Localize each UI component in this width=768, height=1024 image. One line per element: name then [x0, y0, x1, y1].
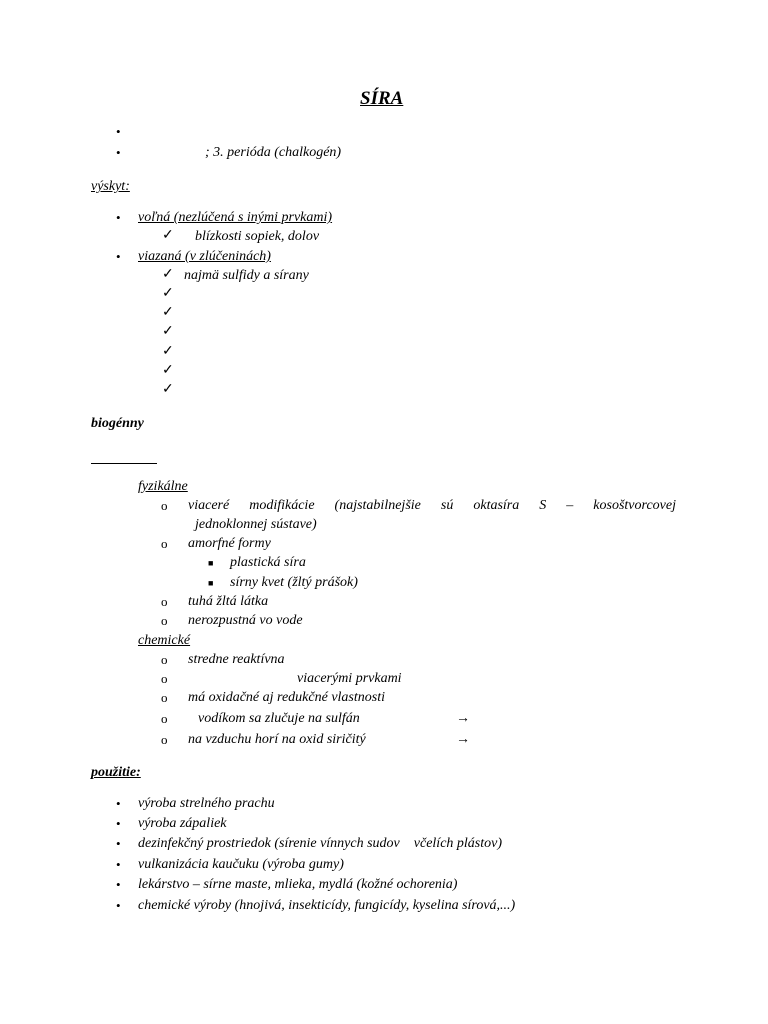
- word: sú: [440, 498, 454, 513]
- bullet-icon: •: [116, 816, 121, 831]
- physical-amorphous-item: sírny kvet (žltý prášok): [230, 575, 358, 590]
- circle-bullet-icon: o: [161, 536, 168, 551]
- word: (najstabilnejšie: [334, 498, 421, 513]
- circle-bullet-icon: o: [161, 690, 168, 705]
- reaction-arrow-icon: →: [456, 711, 470, 726]
- bullet-icon: •: [116, 124, 121, 139]
- blank-heading-rule: [91, 463, 157, 464]
- check-icon: ✓: [162, 267, 174, 282]
- bullet-icon: •: [116, 796, 121, 811]
- circle-bullet-icon: o: [161, 711, 168, 726]
- square-bullet-icon: ■: [208, 578, 214, 588]
- word: kosoštvorcovej: [593, 498, 676, 513]
- section-heading-vyskyt: výskyt:: [91, 179, 130, 194]
- check-icon: ✓: [162, 382, 174, 397]
- bullet-icon: •: [116, 249, 121, 264]
- check-icon: ✓: [162, 344, 174, 359]
- circle-bullet-icon: o: [161, 652, 168, 667]
- pouzitie-item: výroba strelného prachu: [138, 796, 275, 811]
- square-bullet-icon: ■: [208, 558, 214, 568]
- chemical-item: viacerými prvkami: [297, 671, 402, 686]
- check-icon: ✓: [162, 305, 174, 320]
- circle-bullet-icon: o: [161, 594, 168, 609]
- circle-bullet-icon: o: [161, 498, 168, 513]
- vyskyt-free-item: blízkosti sopiek, dolov: [195, 229, 320, 244]
- word: S: [539, 498, 547, 513]
- check-icon: ✓: [162, 228, 174, 243]
- vyskyt-free-label: voľná (nezlúčená s inými prvkami): [138, 210, 333, 225]
- word: viaceré: [188, 498, 230, 513]
- physical-amorphous: amorfné formy: [188, 536, 271, 551]
- word: oktasíra: [473, 498, 520, 513]
- check-icon: ✓: [162, 324, 174, 339]
- vyskyt-bound-item: najmä sulfidy a sírany: [184, 268, 309, 283]
- pouzitie-item: vulkanizácia kaučuku (výroba gumy): [138, 857, 344, 872]
- section-heading-pouzitie: použitie:: [91, 765, 141, 780]
- chemical-item: má oxidačné aj redukčné vlastnosti: [188, 690, 385, 705]
- intro-line-2: ; 3. perióda (chalkogén): [205, 145, 342, 160]
- physical-item: nerozpustná vo vode: [188, 613, 303, 628]
- chemical-item: na vzduchu horí na oxid siričitý: [188, 732, 366, 747]
- circle-bullet-icon: o: [161, 671, 168, 686]
- chemical-item: vodíkom sa zlučuje na sulfán: [198, 711, 360, 726]
- physical-modifications-line1: [188, 498, 676, 514]
- reaction-arrow-icon: →: [456, 732, 470, 747]
- physical-item: tuhá žltá látka: [188, 594, 269, 609]
- bullet-icon: •: [116, 836, 121, 851]
- bullet-icon: •: [116, 857, 121, 872]
- chemical-heading: chemické: [138, 633, 191, 648]
- page-title: SÍRA: [360, 88, 404, 109]
- physical-amorphous-item: plastická síra: [230, 555, 306, 570]
- circle-bullet-icon: o: [161, 732, 168, 747]
- bullet-icon: •: [116, 877, 121, 892]
- biogenny-label: biogénny: [91, 416, 144, 431]
- vyskyt-bound-label: viazaná (v zlúčeninách): [138, 249, 271, 264]
- pouzitie-item: dezinfekčný prostriedok (sírenie vínnych sudov včelích plástov): [138, 836, 503, 851]
- bullet-icon: •: [116, 145, 121, 160]
- bullet-icon: •: [116, 210, 121, 225]
- pouzitie-item: lekárstvo – sírne maste, mlieka, mydlá (kožné ochorenia): [138, 877, 458, 892]
- check-icon: ✓: [162, 363, 174, 378]
- physical-modifications-line2: jednoklonnej sústave): [195, 517, 317, 532]
- bullet-icon: •: [116, 898, 121, 913]
- word: modifikácie: [249, 498, 315, 513]
- word: –: [566, 498, 574, 513]
- chemical-item: stredne reaktívna: [188, 652, 285, 667]
- circle-bullet-icon: o: [161, 613, 168, 628]
- pouzitie-item: výroba zápaliek: [138, 816, 227, 831]
- physical-heading: fyzikálne: [138, 479, 188, 494]
- pouzitie-item: chemické výroby (hnojivá, insekticídy, fungicídy, kyselina sírová,...): [138, 898, 516, 913]
- check-icon: ✓: [162, 286, 174, 301]
